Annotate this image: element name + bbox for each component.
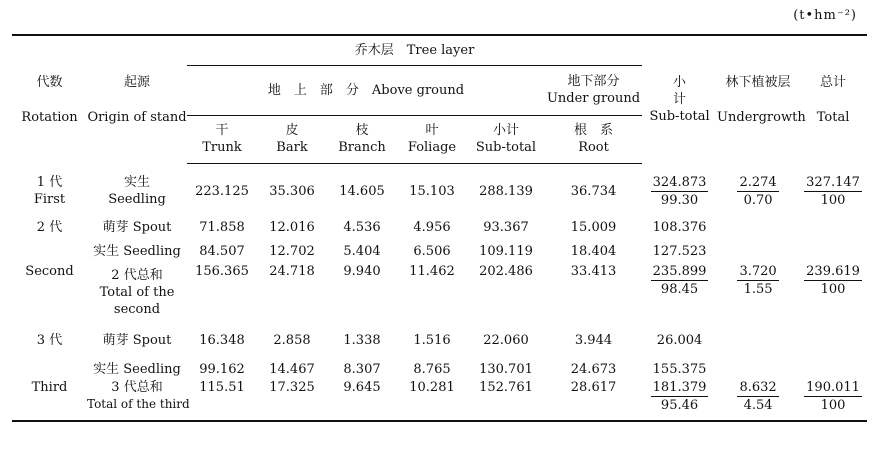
foliage-cell: 10.281 <box>397 379 467 421</box>
trunk-cell: 223.125 <box>195 183 249 199</box>
rotation-header: 代数 Rotation <box>12 35 87 163</box>
root-cell: 33.413 <box>570 264 617 279</box>
bark-cell: 14.467 <box>269 361 315 377</box>
bark-cell: 17.325 <box>257 379 327 421</box>
table-row <box>12 263 867 321</box>
bark-cell: 12.702 <box>269 243 315 259</box>
branch-cell: 1.338 <box>343 332 381 348</box>
branch-cell: 14.605 <box>339 183 385 199</box>
rotation-cell: 3 代 <box>36 332 63 348</box>
bark-cell: 2.858 <box>273 332 311 348</box>
table-row <box>12 215 867 239</box>
trunk-cell: 115.51 <box>187 379 257 421</box>
table-row <box>12 359 867 379</box>
tree-subtotal-cell: $\frac{235.899}{98.45}$ <box>652 264 707 297</box>
foliage-cell: 11.462 <box>409 264 455 279</box>
tree-subtotal-cell: 127.523 <box>652 243 707 259</box>
foliage-header: 叶 Foliage <box>397 115 467 163</box>
undergrowth-cell: $\frac{2.274}{0.70}$ <box>739 174 777 208</box>
origin-header: 起源 Origin of stand <box>87 35 187 163</box>
trunk-cell: 84.507 <box>199 243 245 259</box>
table-row <box>12 239 867 263</box>
foliage-cell: 4.956 <box>413 219 451 235</box>
tree-subtotal-cell: $\frac{324.873}{99.30}$ <box>652 174 707 208</box>
tree-subtotal-cell: $\frac{181.379}{95.46}$ <box>642 379 717 421</box>
table-row <box>12 163 867 215</box>
foliage-cell: 8.765 <box>413 361 451 377</box>
table-row <box>12 321 867 359</box>
tree-subtotal-cell: 155.375 <box>652 361 707 377</box>
root-cell: 15.009 <box>570 219 617 235</box>
tree-subtotal-header: 小 计 Sub-total <box>642 35 717 163</box>
origin-cell: 2 代总和 Total of the second <box>99 267 175 317</box>
root-cell: 28.617 <box>545 379 642 421</box>
branch-cell: 9.940 <box>343 264 381 279</box>
bark-header: 皮 Bark <box>257 115 327 163</box>
total-cell: $\frac{190.011}{100}$ <box>799 379 867 421</box>
root-cell: 24.673 <box>570 361 617 377</box>
foliage-cell: 6.506 <box>413 243 451 259</box>
trunk-cell: 71.858 <box>199 219 245 235</box>
total-cell: $\frac{327.147}{100}$ <box>806 174 860 208</box>
undergrowth-cell: $\frac{8.632}{4.54}$ <box>717 379 799 421</box>
above-subtotal-cell: 202.486 <box>479 264 533 279</box>
above-subtotal-header: 小计 Sub-total <box>467 115 545 163</box>
rotation-cell: 2 代 <box>36 219 63 235</box>
above-subtotal-cell: 152.761 <box>467 379 545 421</box>
origin-cell: 实生 Seedling <box>93 243 181 259</box>
undergrowth-header: 林下植被层 Undergrowth <box>717 35 799 163</box>
foliage-cell: 1.516 <box>413 332 451 348</box>
origin-cell: 3 代总和 Total of the third <box>87 379 187 421</box>
origin-cell: 萌芽 Spout <box>102 332 172 348</box>
table-row <box>12 379 867 421</box>
total-header: 总计 Total <box>799 35 867 163</box>
trunk-cell: 156.365 <box>195 264 249 279</box>
total-cell: $\frac{239.619}{100}$ <box>806 264 860 297</box>
above-subtotal-cell: 93.367 <box>483 219 529 235</box>
foliage-cell: 15.103 <box>409 183 455 199</box>
root-cell: 36.734 <box>570 183 617 199</box>
branch-cell: 9.645 <box>327 379 397 421</box>
rotation-cell: Third <box>12 379 87 421</box>
root-cell: 3.944 <box>574 332 613 348</box>
branch-cell: 4.536 <box>343 219 381 235</box>
trunk-cell: 16.348 <box>199 332 245 348</box>
origin-cell: 萌芽 Spout <box>102 219 172 235</box>
rotation-cell: Second <box>25 264 74 279</box>
bark-cell: 35.306 <box>269 183 315 199</box>
branch-cell: 5.404 <box>343 243 381 259</box>
trunk-header: 干 Trunk <box>187 115 257 163</box>
above-subtotal-cell: 109.119 <box>479 243 533 259</box>
bark-cell: 24.718 <box>269 264 315 279</box>
root-cell: 18.404 <box>570 243 617 259</box>
tree-subtotal-cell: 26.004 <box>656 332 703 348</box>
rotation-cell: 1 代 First <box>33 175 66 207</box>
above-subtotal-cell: 288.139 <box>479 183 533 199</box>
unit-label: (t•hm⁻²) <box>793 8 857 23</box>
above-ground-header: 地 上 部 分 Above ground <box>187 65 545 115</box>
bark-cell: 12.016 <box>269 219 315 235</box>
trunk-cell: 99.162 <box>199 361 245 377</box>
tree-subtotal-cell: 108.376 <box>652 219 707 235</box>
branch-header: 枝 Branch <box>327 115 397 163</box>
branch-cell: 8.307 <box>343 361 381 377</box>
above-subtotal-cell: 130.701 <box>479 361 533 377</box>
origin-cell: 实生 Seedling <box>93 361 181 377</box>
undergrowth-cell: $\frac{3.720}{1.55}$ <box>739 264 777 297</box>
above-subtotal-cell: 22.060 <box>483 332 529 348</box>
under-ground-header: 地下部分 Under ground <box>545 65 642 115</box>
root-header: 根 系 Root <box>545 115 642 163</box>
biomass-table <box>12 34 867 422</box>
tree-layer-header: 乔木层 Tree layer <box>187 35 642 65</box>
origin-cell: 实生 Seedling <box>108 175 166 207</box>
